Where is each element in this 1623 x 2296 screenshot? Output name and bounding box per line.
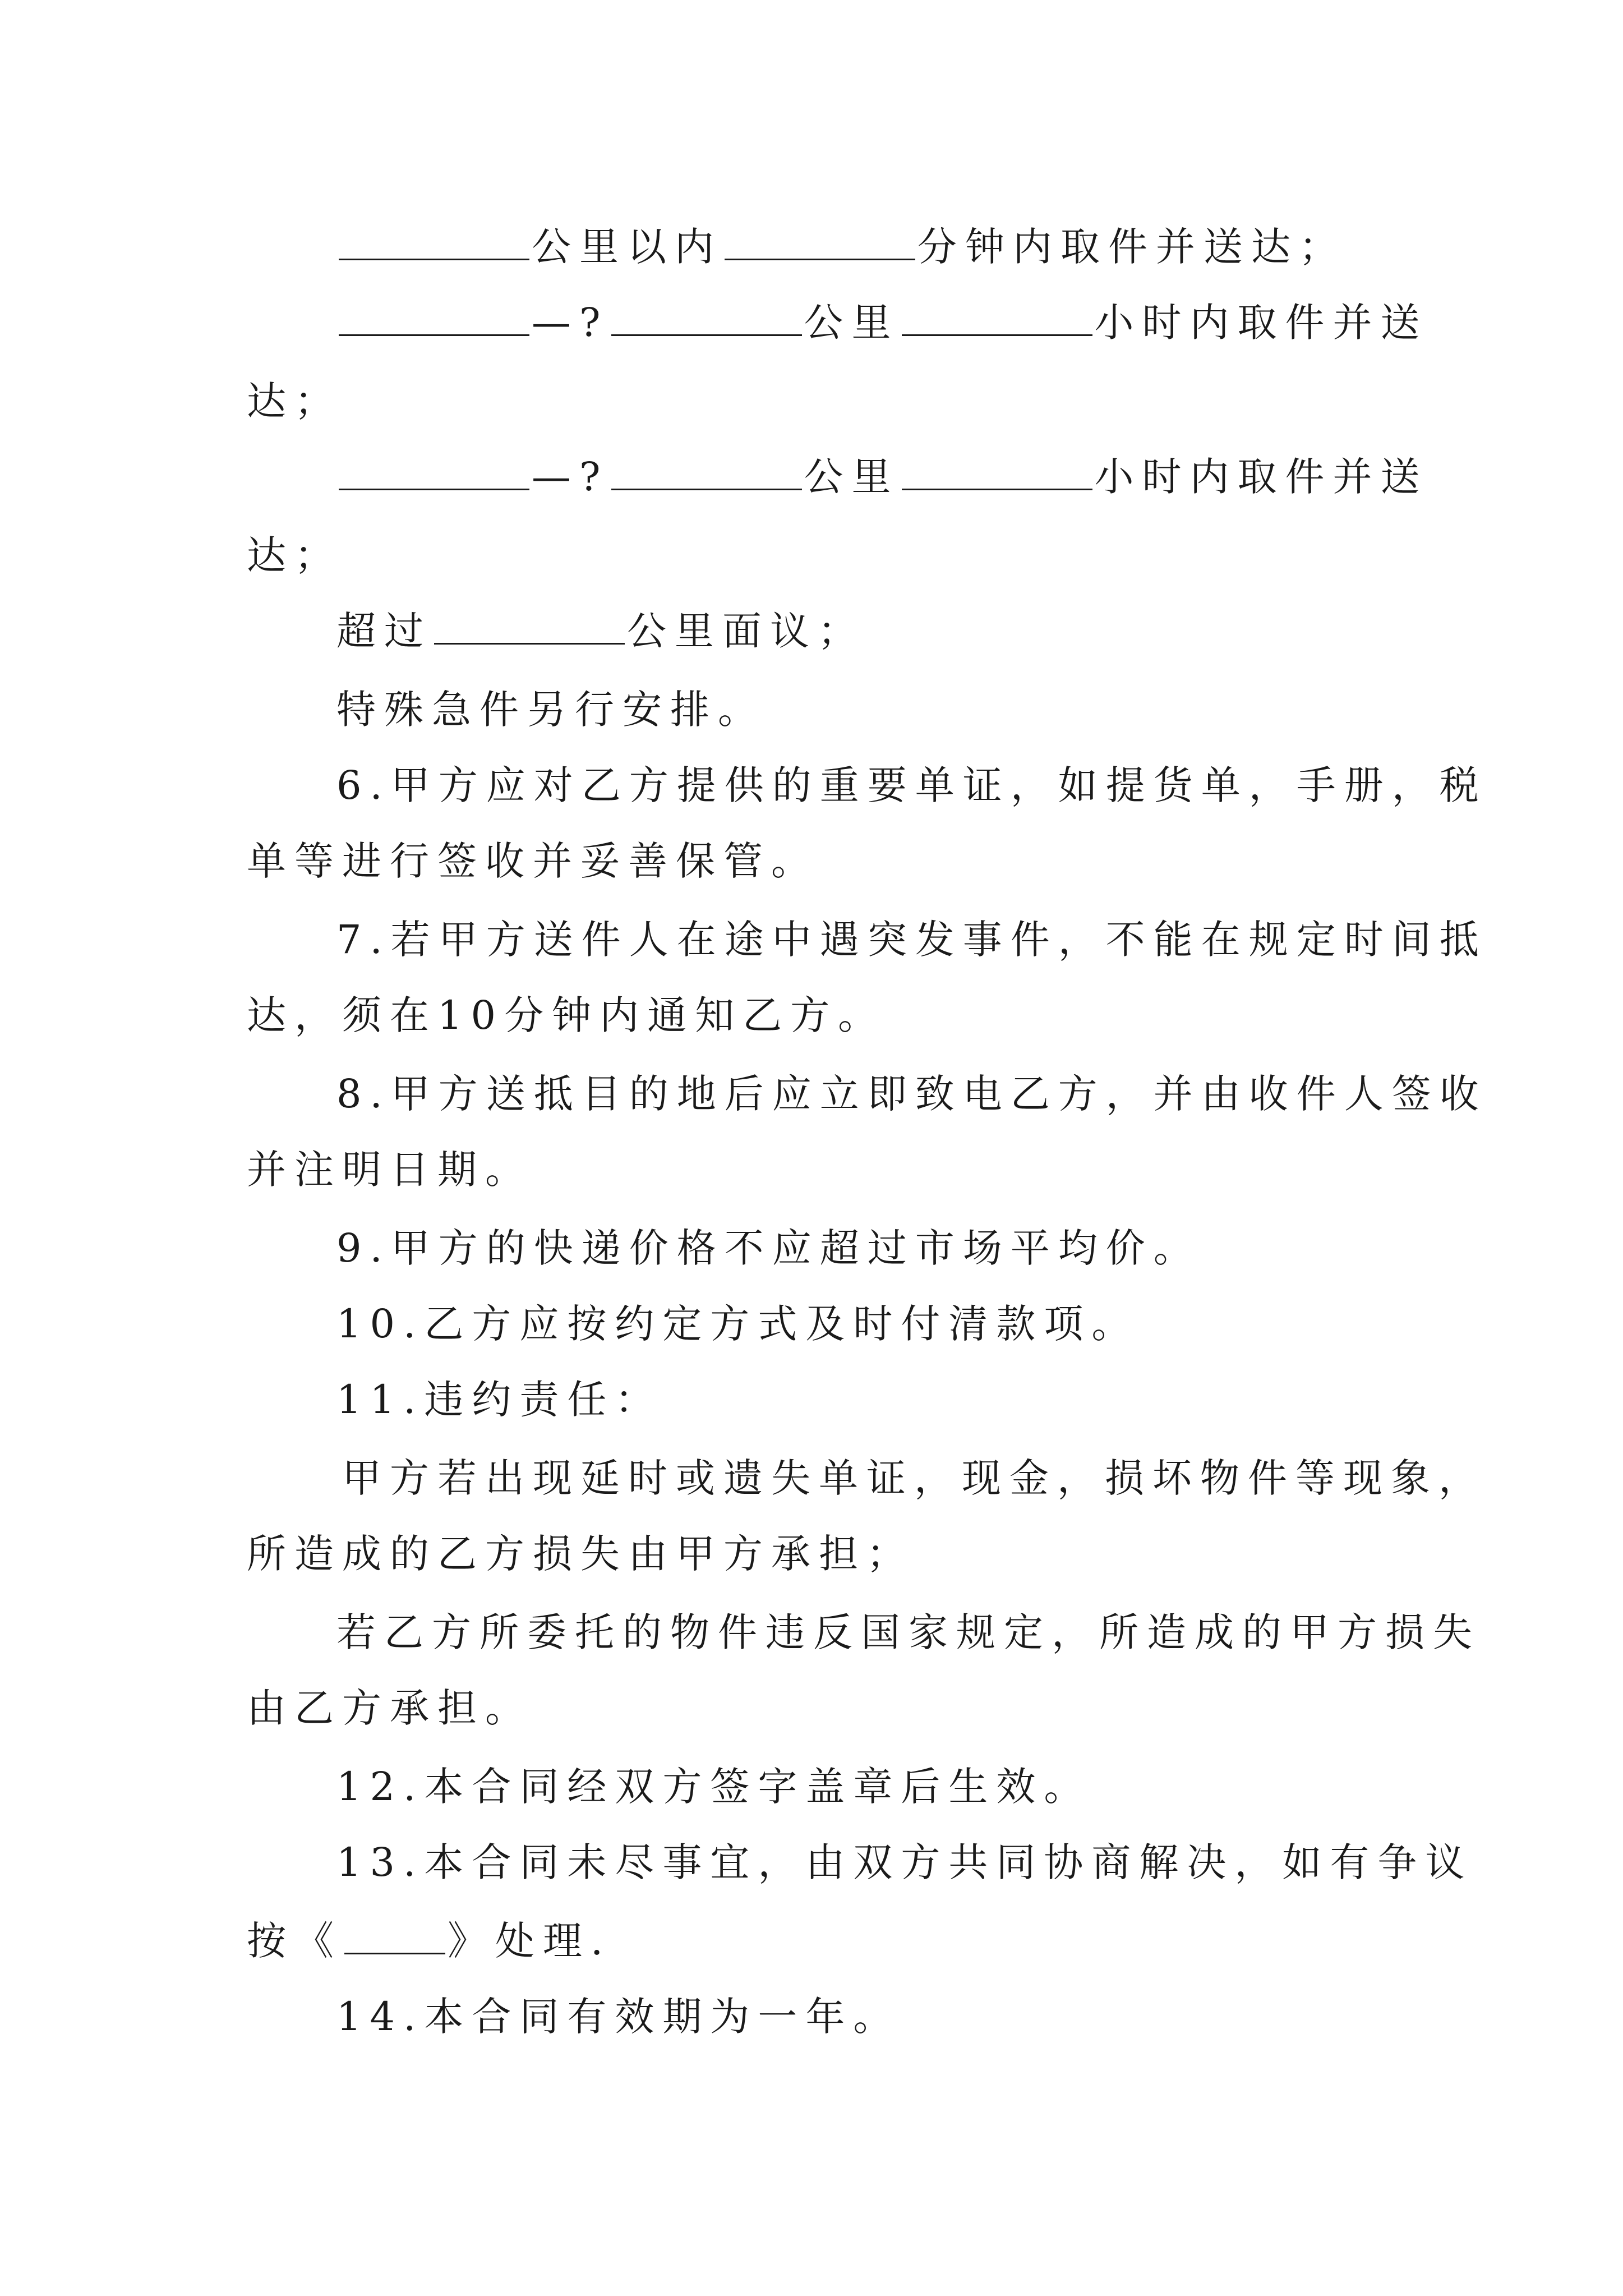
blank-field xyxy=(344,1919,445,1954)
line-text: 所造成的乙方损失由甲方承担； xyxy=(247,1531,914,1577)
clause-13 xyxy=(0,1820,1623,1904)
clause-11-c xyxy=(0,1590,1623,1674)
line-text: 分钟内取件并送达； xyxy=(917,224,1347,270)
clause-11-b xyxy=(0,1512,1623,1596)
delivery-line-5 xyxy=(0,668,1623,752)
blank-field xyxy=(434,609,625,645)
clause-7 xyxy=(0,898,1623,982)
line-text: 7.若甲方送件人在途中遇突发事件，不能在规定时间抵 xyxy=(336,917,1487,963)
line-text: 单等进行签收并妥善保管。 xyxy=(247,838,819,884)
blank-field xyxy=(902,301,1092,336)
delivery-line-3-cont xyxy=(0,513,1623,597)
clause-14 xyxy=(0,1975,1623,2059)
clause-6 xyxy=(0,743,1623,827)
line-text: 按《 xyxy=(247,1918,342,1964)
clause-11-a xyxy=(0,1436,1623,1520)
line-text: 达，须在10分钟内通知乙方。 xyxy=(247,992,886,1038)
clause-6-cont xyxy=(0,819,1623,903)
line-text: 12.本合同经双方签字盖章后生效。 xyxy=(336,1764,1092,1810)
line-text: —? xyxy=(532,300,609,346)
clause-9 xyxy=(0,1206,1623,1290)
line-text: 公里 xyxy=(804,454,900,500)
line-text: 特殊急件另行安排。 xyxy=(336,687,766,733)
clause-11 xyxy=(0,1358,1623,1442)
line-text: 若乙方所委托的物件违反国家规定，所造成的甲方损失 xyxy=(336,1609,1481,1655)
clause-7-cont xyxy=(0,973,1623,1057)
line-text: 小时内取件并送 xyxy=(1094,300,1428,346)
blank-field xyxy=(611,455,802,490)
delivery-line-3 xyxy=(0,435,1623,519)
line-text: 9.甲方的快递价格不应超过市场平均价。 xyxy=(336,1225,1201,1271)
delivery-line-2-cont xyxy=(0,359,1623,443)
clause-8 xyxy=(0,1052,1623,1136)
line-text: 11.违约责任： xyxy=(336,1377,663,1423)
line-text: 公里面议； xyxy=(627,608,865,654)
line-text: 14.本合同有效期为一年。 xyxy=(336,1994,901,2040)
line-text: 小时内取件并送 xyxy=(1094,454,1428,500)
line-text: 甲方若出现延时或遗失单证，现金，损坏物件等现象， xyxy=(342,1455,1486,1501)
line-text: 达； xyxy=(247,378,342,424)
clause-12 xyxy=(0,1745,1623,1829)
blank-field xyxy=(339,455,529,490)
clause-13-cont xyxy=(0,1899,1623,1983)
clause-8-cont xyxy=(0,1128,1623,1212)
line-text: 8.甲方送抵目的地后应立即致电乙方，并由收件人签收 xyxy=(336,1071,1487,1117)
blank-field xyxy=(339,301,529,336)
blank-field xyxy=(725,225,915,260)
line-text: 由乙方承担。 xyxy=(247,1685,533,1731)
delivery-line-1 xyxy=(0,205,1623,289)
delivery-line-2 xyxy=(0,280,1623,365)
line-text: 》处理. xyxy=(448,1918,612,1964)
line-text: 公里以内 xyxy=(532,224,722,270)
clause-10 xyxy=(0,1282,1623,1366)
line-text: 超过 xyxy=(336,608,432,654)
line-text: 10.乙方应按约定方式及时付清款项。 xyxy=(336,1301,1140,1347)
clause-11-d xyxy=(0,1666,1623,1750)
line-text: 公里 xyxy=(804,300,900,346)
line-text: 并注明日期。 xyxy=(247,1147,533,1193)
delivery-line-4 xyxy=(0,589,1623,673)
blank-field xyxy=(339,225,529,260)
blank-field xyxy=(611,301,802,336)
line-text: 6.甲方应对乙方提供的重要单证，如提货单，手册，税 xyxy=(336,762,1487,808)
blank-field xyxy=(902,455,1092,490)
line-text: —? xyxy=(532,454,609,500)
line-text: 13.本合同未尽事宜，由双方共同协商解决，如有争议 xyxy=(336,1839,1473,1885)
line-text: 达； xyxy=(247,532,342,578)
